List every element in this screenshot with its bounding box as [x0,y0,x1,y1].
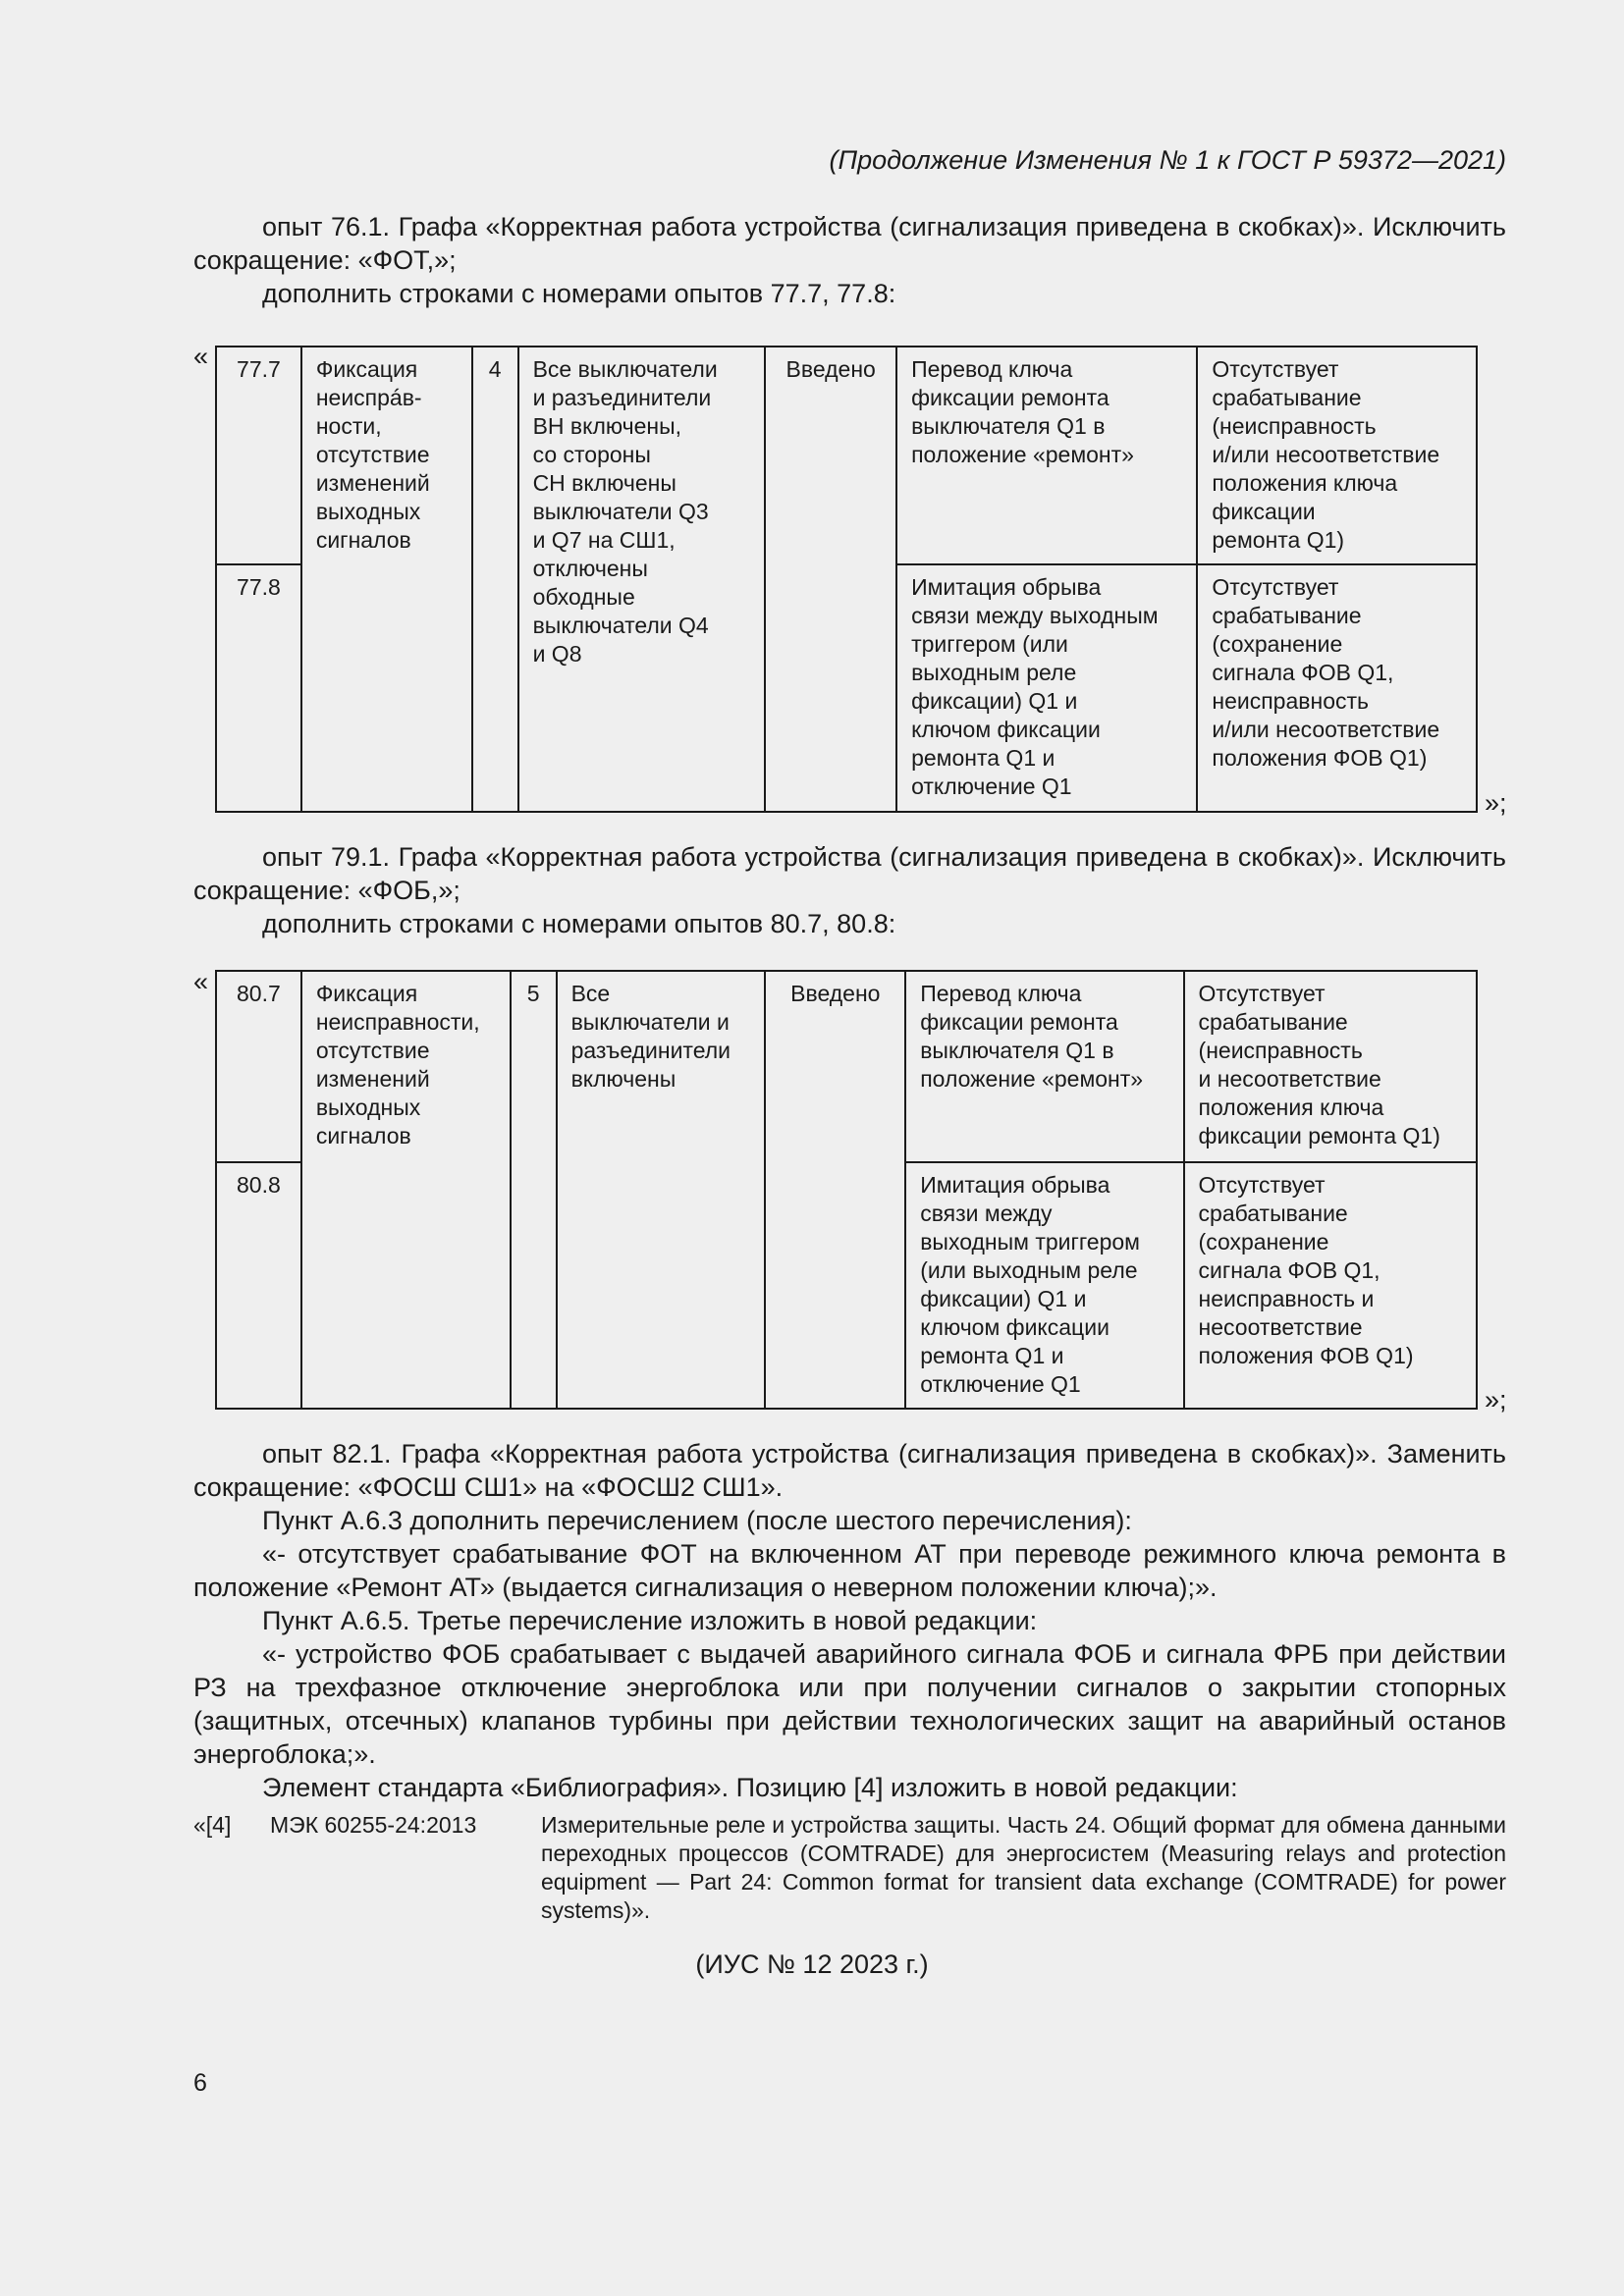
table2-close-quote: »; [1485,1385,1507,1415]
table-77 [215,346,1478,813]
result-cell: Отсутствует срабатывание (неисправность и несоответствие положения ключа фиксации ремонта Q1) [1184,971,1477,1162]
page-number: 6 [193,2069,207,2097]
paragraph-82-1: опыт 82.1. Графа «Корректная работа устройства (сигнализация приведена в скобках)». Заменить сокращение: «ФОСШ СШ1» на «ФОСШ2 СШ1». [193,1439,1506,1502]
test-number-cell: 77.7 [216,347,301,564]
running-header: (Продолжение Изменения № 1 к ГОСТ Р 59372—2021) [829,145,1506,175]
action-cell: Имитация обрыва связи между выходным триггером (или выходным реле фиксации) Q1 и ключом фиксации ремонта Q1 и отключение Q1 [896,564,1197,812]
bib-title: Измерительные реле и устройства защиты. Часть 24. Общий формат для обмена данными переходных процессов (COMTRADE) для энергосистем (Measuring relays and protection equipment — Part 24: Common format for transient data exchange (COMTRADE) for power systems)». [541,1812,1506,1923]
mode-cell: Введено [765,971,905,1409]
test-number-cell: 80.7 [216,971,301,1162]
bib-ref-number: «[4] [193,1812,232,1838]
bib-standard-code: МЭК 60255-24:2013 [270,1812,477,1838]
test-group-cell: 4 [472,347,518,812]
paragraph-add-rows-77: дополнить строками с номерами опытов 77.7, 77.8: [262,279,896,308]
table-row [216,971,1477,1162]
ius-reference: (ИУС № 12 2023 г.) [695,1949,929,1979]
test-group-cell: 5 [511,971,557,1409]
table2-open-quote: « [193,967,209,996]
action-cell: Имитация обрыва связи между выходным триггером (или выходным реле фиксации) Q1 и ключом фиксации ремонта Q1 и отключение Q1 [905,1162,1183,1409]
paragraph-79-1: опыт 79.1. Графа «Корректная работа устройства (сигнализация приведена в скобках)». Исключить сокращение: «ФОБ,»; [193,842,1506,905]
result-cell: Отсутствует срабатывание (сохранение сигнала ФОВ Q1, неисправность и/или несоответствие положения ФОВ Q1) [1197,564,1477,812]
test-number-cell: 80.8 [216,1162,301,1409]
paragraph-bibliography: Элемент стандарта «Библиография». Позицию [4] изложить в новой редакции: [262,1773,1238,1802]
table1-open-quote: « [193,342,209,371]
test-name-cell: Фиксация неиспрáв- ности, отсутствие изменений выходных сигналов [301,347,472,812]
paragraph-76-1: опыт 76.1. Графа «Корректная работа устройства (сигнализация приведена в скобках)». Исключить сокращение: «ФОТ,»; [193,212,1506,275]
initial-state-cell: Все выключатели и разъединители ВН включены, со стороны СН включены выключатели Q3 и Q7 на СШ1, отключены обходные выключатели Q4 и Q8 [518,347,766,812]
table1-close-quote: »; [1485,788,1507,818]
paragraph-fot-item: «- отсутствует срабатывание ФОТ на включенном АТ при переводе режимного ключа ремонта в положение «Ремонт АТ» (выдается сигнализация о неверном положении ключа);». [193,1539,1506,1602]
paragraph-add-rows-80: дополнить строками с номерами опытов 80.7, 80.8: [262,909,896,938]
action-cell: Перевод ключа фиксации ремонта выключателя Q1 в положение «ремонт» [896,347,1197,564]
paragraph-fob-item: «- устройство ФОБ срабатывает с выдачей аварийного сигнала ФОБ и сигнала ФРБ при действии РЗ на трехфазное отключение энергоблока или при получении сигналов о закрытии стопорных (защитных, отсечных) клапанов турбины при действии технологических защит на аварийный останов энергоблока;». [193,1639,1506,1769]
table-80 [215,970,1478,1410]
result-cell: Отсутствует срабатывание (сохранение сигнала ФОВ Q1, неисправность и несоответствие положения ФОВ Q1) [1184,1162,1477,1409]
action-cell: Перевод ключа фиксации ремонта выключателя Q1 в положение «ремонт» [905,971,1183,1162]
table-row [216,347,1477,564]
paragraph-a-6-3: Пункт А.6.3 дополнить перечислением (после шестого перечисления): [262,1506,1132,1535]
test-number-cell: 77.8 [216,564,301,812]
paragraph-a-6-5: Пункт А.6.5. Третье перечисление изложить в новой редакции: [262,1606,1038,1635]
initial-state-cell: Все выключатели и разъединители включены [557,971,766,1409]
test-name-cell: Фиксация неисправности, отсутствие изменений выходных сигналов [301,971,511,1409]
result-cell: Отсутствует срабатывание (неисправность и/или несоответствие положения ключа фиксации ремонта Q1) [1197,347,1477,564]
mode-cell: Введено [765,347,896,812]
